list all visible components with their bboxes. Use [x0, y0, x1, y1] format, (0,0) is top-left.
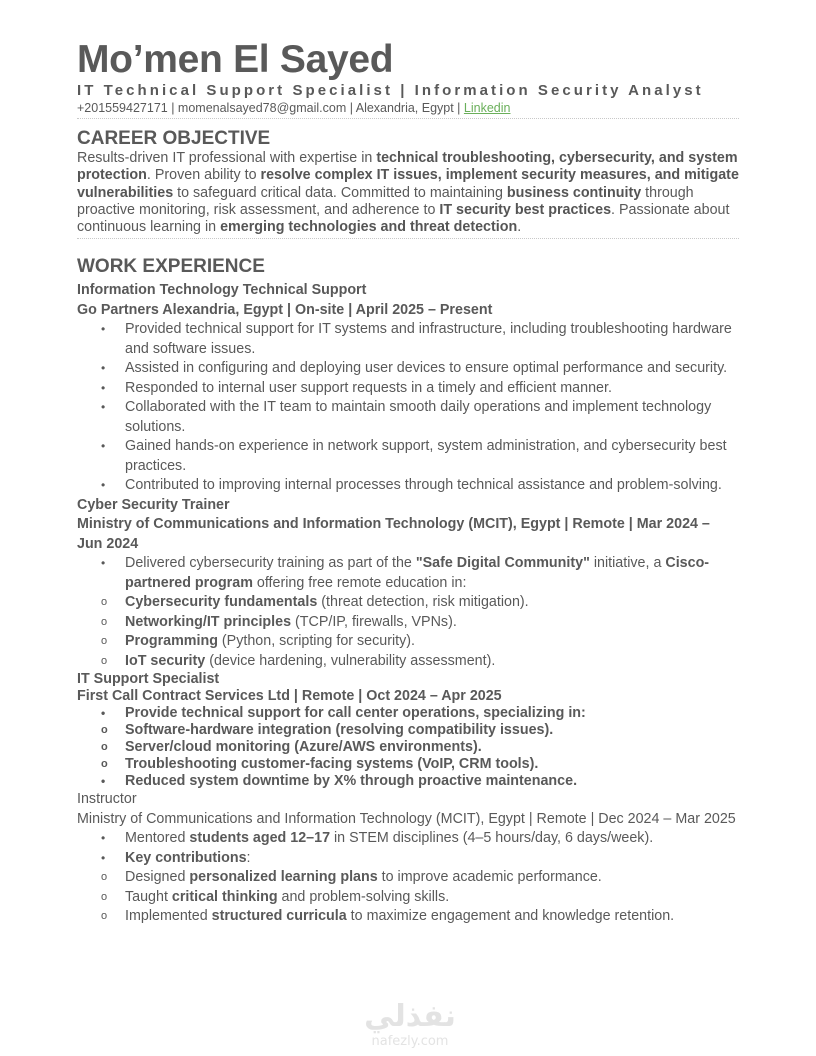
- highlight: Key contributions: [125, 849, 247, 866]
- text: to improve academic performance.: [377, 869, 602, 886]
- text: Taught: [125, 888, 172, 905]
- highlight: students aged 12–17: [189, 830, 331, 847]
- career-objective-heading: CAREER OBJECTIVE: [77, 128, 271, 149]
- sub-list-item: [77, 652, 739, 672]
- list-item: • Collaborated with the IT team to maintain smooth daily operations and implement technology solutions.: [77, 398, 739, 437]
- watermark-domain: nafezly.com: [371, 1034, 449, 1049]
- text: Delivered cybersecurity training as part of the: [125, 555, 416, 572]
- candidate-name: Mo’men El Sayed: [77, 38, 394, 81]
- text: :: [246, 849, 251, 866]
- text: offering free remote education in:: [252, 574, 467, 591]
- objective-highlight: technical troubleshooting, cybersecurity, and system protection: [77, 150, 738, 184]
- list-item: • Responded to internal user support requests in a timely and efficient manner.: [77, 379, 739, 399]
- objective-highlight: resolve complex IT issues, implement security measures, and mitigate vulnerabilities: [77, 167, 739, 201]
- detail: (device hardening, vulnerability assessment).: [205, 652, 496, 669]
- sub-bullets: [77, 722, 739, 773]
- job-role: Cyber Security Trainer: [77, 496, 230, 513]
- job-bullets: [77, 320, 739, 496]
- objective-highlight: IT security best practices: [439, 201, 612, 218]
- list-item: • Assisted in configuring and deploying user devices to ensure optimal performance and security.: [77, 359, 739, 379]
- list-item: • Gained hands-on experience in network support, system administration, and cybersecurity best practices.: [77, 437, 739, 476]
- topic: Programming: [125, 633, 218, 650]
- sub-list-item: o Server/cloud monitoring (Azure/AWS environments).: [77, 739, 739, 756]
- detail: (TCP/IP, firewalls, VPNs).: [291, 613, 457, 630]
- partner-text: Cisco-partnered program: [125, 555, 710, 591]
- watermark-logo: [355, 1000, 465, 1050]
- job-org: Ministry of Communications and Information Technology (MCIT), Egypt | Remote | Dec 2024 – Mar 2025: [77, 810, 736, 827]
- text: initiative, a: [589, 555, 666, 572]
- highlight: structured curricula: [211, 908, 347, 925]
- sub-list-item: o Software-hardware integration (resolving compatibility issues).: [77, 722, 739, 739]
- sub-list-item: o Troubleshooting customer-facing systems (VoIP, CRM tools).: [77, 756, 739, 773]
- career-objective-text: [77, 150, 739, 236]
- job-role: IT Support Specialist: [77, 671, 220, 688]
- contact-details: +201559427171 | momenalsayed78@gmail.com | Alexandria, Egypt |: [77, 101, 464, 115]
- resume-page: [77, 38, 739, 927]
- list-item: • Reduced system downtime by X% through proactive maintenance.: [77, 773, 739, 790]
- sub-list-item: [77, 593, 739, 613]
- list-item: [77, 705, 739, 773]
- sub-list-item: [77, 888, 739, 908]
- job-bullets-wrap: [77, 705, 739, 790]
- text: Designed: [125, 869, 190, 886]
- job-bullets: [77, 829, 739, 927]
- job-bullets: [77, 554, 739, 671]
- topic: IoT security: [125, 652, 206, 669]
- objective-highlight: emerging technologies and threat detection: [220, 219, 518, 236]
- sub-bullets: [77, 593, 739, 671]
- text: Provide technical support for call center operations, specializing in:: [125, 705, 586, 722]
- candidate-title: IT Technical Support Specialist | Information Security Analyst: [77, 82, 704, 99]
- work-experience-heading: WORK EXPERIENCE: [77, 256, 265, 278]
- list-item: [77, 829, 739, 849]
- objective-highlight: business continuity: [506, 184, 642, 201]
- program-name: "Safe Digital Community": [415, 555, 590, 572]
- detail: (Python, scripting for security).: [217, 633, 415, 650]
- list-item: [77, 849, 739, 927]
- job-org: Ministry of Communications and Information Technology (MCIT), Egypt | Remote | Mar 2024 – Jun 2024: [77, 516, 710, 552]
- linkedin-link[interactable]: Linkedin: [463, 101, 511, 115]
- text: Mentored: [125, 830, 190, 847]
- objective-text: Results-driven IT professional with expertise in: [77, 150, 377, 166]
- job-org: Go Partners Alexandria, Egypt | On-site | April 2025 – Present: [77, 301, 493, 318]
- sub-list-item: [77, 868, 739, 888]
- detail: (threat detection, risk mitigation).: [317, 594, 529, 611]
- text: to maximize engagement and knowledge retention.: [346, 908, 675, 925]
- list-item: [77, 554, 739, 671]
- sub-list-item: [77, 907, 739, 927]
- contact-line: [77, 100, 739, 116]
- list-item: • Contributed to improving internal processes through technical assistance and problem-solving.: [77, 476, 739, 496]
- highlight: personalized learning plans: [189, 869, 378, 886]
- list-item: • Provided technical support for IT systems and infrastructure, including troubleshooting hardware and software issues.: [77, 320, 739, 359]
- highlight: critical thinking: [171, 888, 278, 905]
- job-org: First Call Contract Services Ltd | Remote | Oct 2024 – Apr 2025: [77, 688, 502, 705]
- sub-bullets: [77, 868, 739, 927]
- job-role: Instructor: [77, 791, 137, 808]
- objective-text: . Proven ability to: [146, 167, 261, 184]
- objective-text: . Passionate about continuous learning in: [77, 201, 730, 236]
- objective-text: to safeguard critical data. Committed to maintaining: [173, 184, 507, 201]
- objective-text: through proactive monitoring, risk assessment, and adherence to: [77, 184, 694, 218]
- watermark-arabic: نفذلي: [364, 999, 456, 1034]
- sub-list-item: [77, 632, 739, 652]
- topic: Networking/IT principles: [125, 613, 292, 630]
- text: and problem-solving skills.: [277, 888, 450, 905]
- job-bullets: [77, 705, 739, 790]
- text: in STEM disciplines (4–5 hours/day, 6 days/week).: [330, 830, 654, 847]
- job-role: Information Technology Technical Support: [77, 282, 367, 299]
- objective-text: .: [517, 219, 522, 236]
- topic: Cybersecurity fundamentals: [125, 594, 318, 611]
- text: Implemented: [125, 908, 212, 925]
- sub-list-item: [77, 613, 739, 633]
